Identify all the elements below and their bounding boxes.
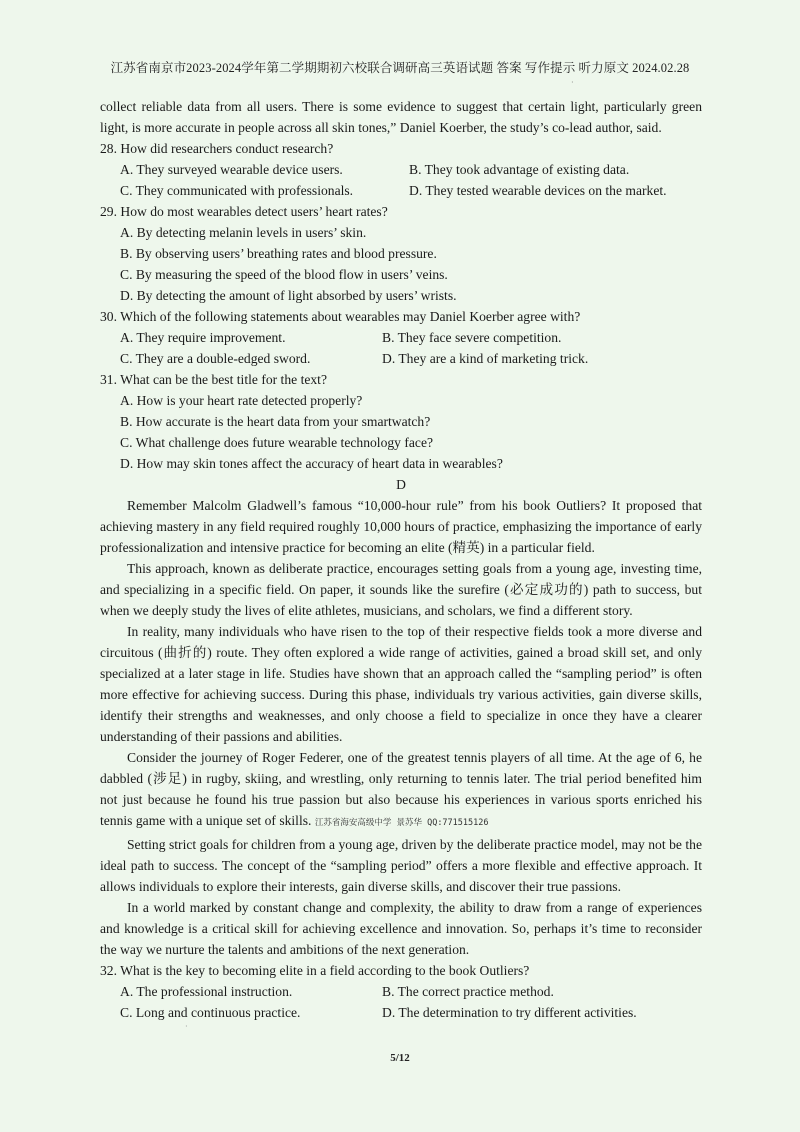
passage-d-paragraph-1: Remember Malcolm Gladwell’s famous “10,000-hour rule” from his book Outliers? It proposed that achieving mastery in any field required roughly 10,000 hours of practice, emphasizing the importance of early professionalization and intensive practice for becoming an elite (精英) in a particular field. [100,498,702,555]
document-body [100,96,702,1023]
source-watermark: 江苏省海安高级中学 景苏华 QQ:771515126 [314,818,489,828]
question-30-stem: 30. Which of the following statements about wearables may Daniel Koerber agree with? [100,309,581,324]
question-30-option-a[interactable]: A. They require improvement. [120,330,286,345]
question-32-options-row-1 [100,981,702,1002]
question-30-option-c[interactable]: C. They are a double-edged sword. [120,351,311,366]
intro-paragraph: collect reliable data from all users. There is some evidence to suggest that certain light, particularly green light, is more accurate in people across all skin tones,” Daniel Koerber, the study’s co-lead author, said. [100,99,702,135]
question-31-option-d[interactable]: D. How may skin tones affect the accuracy of heart data in wearables? [120,456,503,471]
question-32-stem: 32. What is the key to becoming elite in a field according to the book Outliers? [100,963,530,978]
question-32-options-row-2 [100,1002,702,1023]
passage-d-paragraph-6: In a world marked by constant change and complexity, the ability to draw from a range of experiences and knowledge is a critical skill for achieving excellence and innovation. So, perhaps it’s time to reconsider the way we nurture the talents and ambitions of the next generation. [100,900,702,957]
passage-d-paragraph-4 [100,747,702,834]
question-29-stem: 29. How do most wearables detect users’ heart rates? [100,204,388,219]
question-32-option-d[interactable]: D. The determination to try different activities. [382,1005,637,1020]
question-30-options-row-1 [100,327,702,348]
question-28-stem: 28. How did researchers conduct research? [100,141,334,156]
footer-dot: · [185,1022,188,1031]
question-29-option-a[interactable]: A. By detecting melanin levels in users’ skin. [120,225,367,240]
passage-d-paragraph-2: This approach, known as deliberate practice, encourages setting goals from a young age, investing time, and specializing in a specific field. On paper, it sounds like the surefire (必定成功的) path to success, but when we deeply study the lives of elite athletes, musicians, and scholars, we find a different story. [100,561,702,618]
passage-d-paragraph-4-text: Consider the journey of Roger Federer, one of the greatest tennis players of all time. At the age of 6, he dabbled (涉足) in rugby, skiing, and wrestling, only returning to tennis later. The trial period benefited him not just because he found his true passion but also because his experiences in various sports enriched his tennis game with a unique set of skills. [100,750,702,828]
question-31-stem: 31. What can be the best title for the text? [100,372,327,387]
question-32-option-a[interactable]: A. The professional instruction. [120,984,293,999]
question-28-option-d[interactable]: D. They tested wearable devices on the market. [409,183,667,198]
question-28-option-c[interactable]: C. They communicated with professionals. [120,183,354,198]
header-dot: · [571,78,574,87]
question-30-options-row-2 [100,348,702,369]
section-d-heading: D [396,477,406,492]
passage-d-paragraph-5: Setting strict goals for children from a young age, driven by the deliberate practice model, may not be the ideal path to success. The concept of the “sampling period” offers a more flexible and effective approach. It allows individuals to explore their interests, gain diverse skills, and discover their true passions. [100,837,702,894]
question-28-options-row-1 [100,159,702,180]
question-29-option-c[interactable]: C. By measuring the speed of the blood flow in users’ veins. [120,267,448,282]
question-31-option-b[interactable]: B. How accurate is the heart data from your smartwatch? [120,414,431,429]
question-30-option-d[interactable]: D. They are a kind of marketing trick. [382,351,589,366]
question-29-option-d[interactable]: D. By detecting the amount of light absorbed by users’ wrists. [120,288,457,303]
question-30-option-b[interactable]: B. They face severe competition. [382,330,562,345]
page-number: 5/12 [390,1052,410,1064]
question-28-option-b[interactable]: B. They took advantage of existing data. [409,162,630,177]
question-32-option-b[interactable]: B. The correct practice method. [382,984,554,999]
question-31-option-c[interactable]: C. What challenge does future wearable technology face? [120,435,434,450]
question-28-option-a[interactable]: A. They surveyed wearable device users. [120,162,343,177]
question-32-option-c[interactable]: C. Long and continuous practice. [120,1005,301,1020]
question-29-option-b[interactable]: B. By observing users’ breathing rates and blood pressure. [120,246,437,261]
question-28-options-row-2 [100,180,702,201]
question-31-option-a[interactable]: A. How is your heart rate detected properly? [120,393,363,408]
passage-d-paragraph-3: In reality, many individuals who have risen to the top of their respective fields took a more diverse and circuitous (曲折的) route. They often explored a wide range of activities, gained a broad skill set, and only specialized at a later stage in life. Studies have shown that an approach called the “sampling period” is often more effective for achieving success. During this phase, individuals try various activities, gain diverse skills, identify their strengths and weaknesses, and only choose a field to specialize in once they have a clearer understanding of their passions and abilities. [100,624,702,744]
page-header: 江苏省南京市2023-2024学年第二学期期初六校联合调研高三英语试题 答案 写作提示 听力原文 2024.02.28 [110,61,690,75]
